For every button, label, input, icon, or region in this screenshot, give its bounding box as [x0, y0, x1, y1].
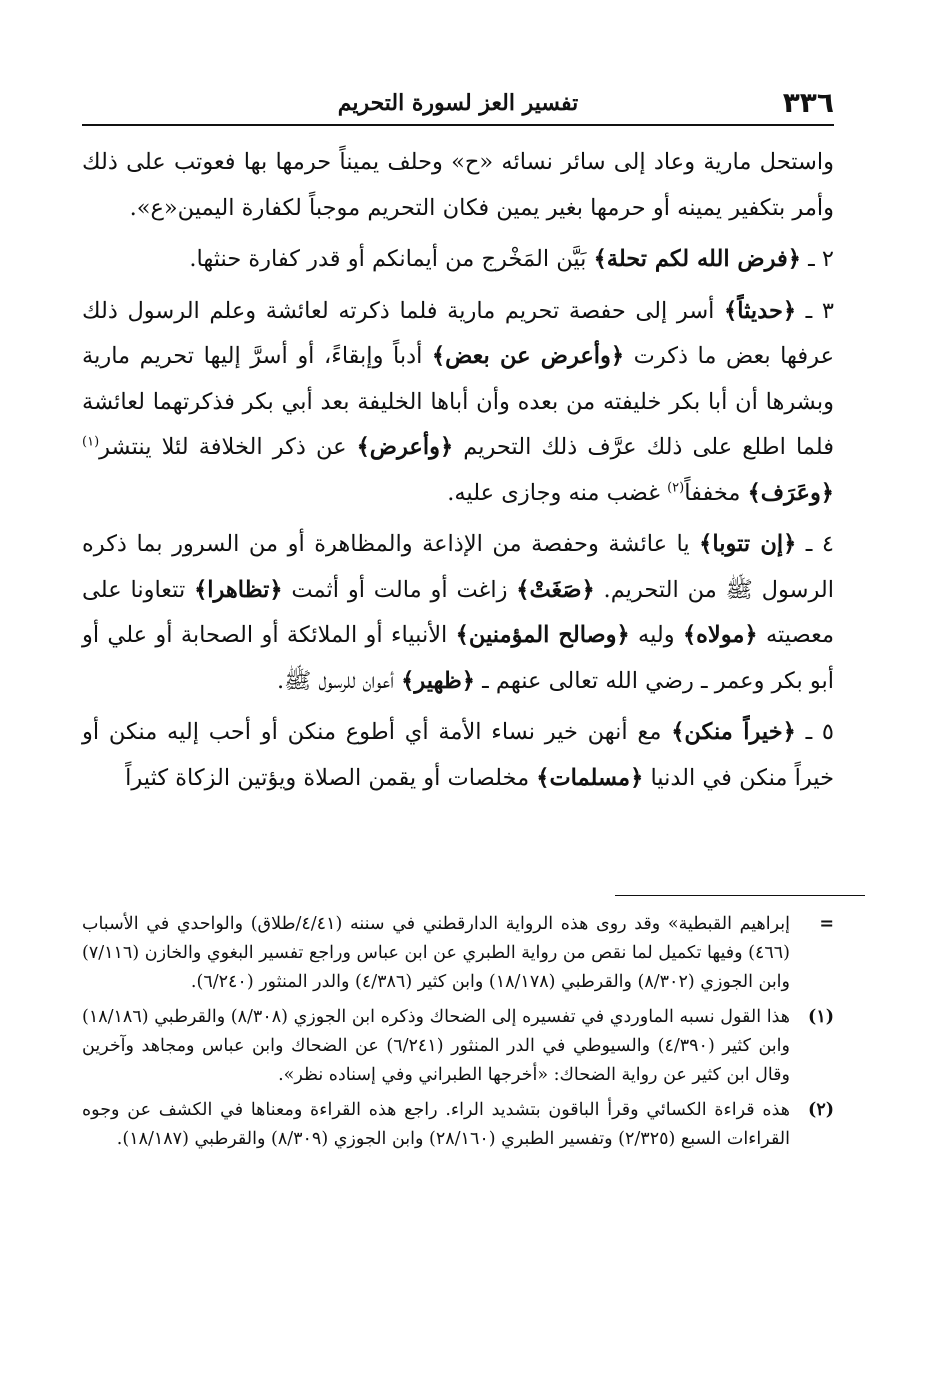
- quran-quote: ﴿وصالح المؤمنين﴾: [455, 622, 630, 648]
- footnote-marker: (٢): [808, 1100, 834, 1120]
- paragraph-verse-4: [82, 522, 834, 704]
- quran-quote: ﴿تظاهرا﴾: [194, 576, 283, 603]
- quran-quote: ﴿صَغَتْ﴾: [516, 576, 595, 603]
- quran-quote: ﴿فرض الله لكم تحلة﴾: [593, 246, 801, 272]
- quran-quote: ﴿وأعرض﴾: [356, 434, 454, 460]
- paragraph-verse-5: [82, 710, 834, 801]
- footnote-divider: [615, 895, 865, 896]
- running-title: تفسير العز لسورة التحريم: [337, 90, 579, 116]
- commentary-text: زاغت أو مالت أو أثمت: [291, 576, 508, 603]
- paragraph-continuation: [82, 140, 834, 231]
- commentary-text: غضب منه وجازى عليه.: [447, 479, 660, 506]
- footnote-ref-1[interactable]: (١): [82, 434, 100, 450]
- verse-number: ٤ ـ: [805, 531, 834, 557]
- footnote-ref-2[interactable]: (٢): [667, 480, 685, 495]
- footnote-marker: =: [819, 914, 834, 934]
- quran-quote: ﴿ظهير﴾: [401, 667, 475, 694]
- quran-quote: ﴿وعَرَف﴾: [747, 479, 834, 506]
- quran-quote: ﴿حديثاً﴾: [724, 297, 797, 324]
- commentary-text: أعوان للرسول ﷺ.: [277, 667, 394, 694]
- footnote-2: [82, 1096, 834, 1154]
- footnote-text: هذه قراءة الكسائي وقرأ الباقون بتشديد الراء. راجع هذه القراءة ومعناها في الكشف عن وجوه القراءات السبع (٢/٣٢٥) وتفسير الطبري (٢٨/١٦٠) وابن الجوزي (٨/٣٠٩) والقرطبي (١٨/١٨٧).: [82, 1100, 790, 1149]
- commentary-text: عن ذكر الخلافة لئلا ينتشر: [99, 434, 347, 460]
- quran-quote: ﴿خيراً منكن﴾: [671, 719, 796, 745]
- commentary-text: أسر إلى حفصة تحريم مارية فلما ذكرته لعائشة وعلم الرسول ذلك عرفها بعض ما ذكرت: [82, 297, 835, 369]
- commentary-text: مع أنهن خير نساء الأمة أي أطوع منكن أو أحب إليه منكن أو خيراً منكن في الدنيا: [82, 719, 834, 791]
- footnote-1: [82, 1003, 834, 1090]
- quran-quote: ﴿مولاه﴾: [682, 622, 758, 648]
- verse-number: ٣ ـ: [805, 297, 834, 324]
- footnote-marker: (١): [808, 1007, 834, 1027]
- commentary-text: تتعاونا على معصيته: [82, 576, 835, 648]
- paragraph-text: واستحل مارية وعاد إلى سائر نسائه «ح» وحلف يميناً حرمها بها فعوتب على ذلك وأمر بتكفير يمينه أو حرمها بغير يمين فكان التحريم موجباً لكفارة اليمين«ع».: [82, 149, 834, 221]
- page-header: [82, 86, 834, 126]
- footnote-text: هذا القول نسبه الماوردي في تفسيره إلى الضحاك وذكره ابن الجوزي (٨/٣٠٨) والقرطبي (١٨/١٨٦) وابن كثير (٤/٣٩٠) والسيوطي في الدر المنثور (٦/٢٤١) عن الضحاك وابن عباس ومجاهد وآخرين وقال ابن كثير عن رواية الضحاك: «أخرجها الطبراني وفي إسناده نظر».: [82, 1007, 790, 1085]
- commentary-text: وليه: [638, 622, 675, 648]
- footnote-text: إبراهيم القبطية» وقد روى هذه الرواية الدارقطني في سننه (٤/٤١/طلاق) والواحدي في الأسباب (٤٦٦) وفيها تكميل لما نقص من رواية الطبري عن ابن عباس وراجع تفسير البغوي والخازن (٧/١١٦) وابن الجوزي (٨/٣٠٢) والقرطبي (١٨/١٧٨) وابن كثير (٤/٣٨٦) والدر المنثور (٦/٢٤٠).: [82, 914, 790, 992]
- verse-number: ٥ ـ: [805, 719, 835, 745]
- verse-number: ٢ ـ: [808, 246, 834, 272]
- commentary-text: مخلصات أو يقمن الصلاة ويؤتين الزكاة كثيراً: [125, 764, 530, 791]
- paragraph-verse-3: [82, 289, 834, 517]
- footnotes: [82, 910, 834, 1160]
- commentary-text: أدباً وإبقاءً، أو أسرَّ إليها تحريم مارية وبشرها أن أبا بكر خليفته من بعده وأن أباها الخليفة بعد أبي بكر فذكرتهما لعائشة فلما اطلع على ذلك عرَّف ذلك التحريم: [82, 343, 835, 460]
- main-text: [82, 140, 834, 807]
- commentary-text: يا عائشة وحفصة من الإذاعة والمظاهرة أو من السرور بما ذكره الرسول ﷺ من التحريم.: [82, 531, 834, 603]
- paragraph-verse-2: [82, 237, 834, 283]
- footnote-continuation: [82, 910, 834, 997]
- commentary-text: مخففاً: [684, 479, 741, 506]
- quran-quote: ﴿وأعرض عن بعض﴾: [431, 343, 625, 369]
- commentary-text: الأنبياء أو الملائكة أو الصحابة أو علي أو أبو بكر وعمر ـ رضي الله تعالى عنهم ـ: [82, 622, 834, 694]
- quran-quote: ﴿إن تتوبا﴾: [699, 531, 797, 557]
- page-number: ٣٣٦: [782, 86, 834, 119]
- commentary-text: بَيَّن المَخْرج من أيمانكم أو قدر كفارة حنثها.: [189, 246, 587, 272]
- quran-quote: ﴿مسلمات﴾: [536, 764, 644, 791]
